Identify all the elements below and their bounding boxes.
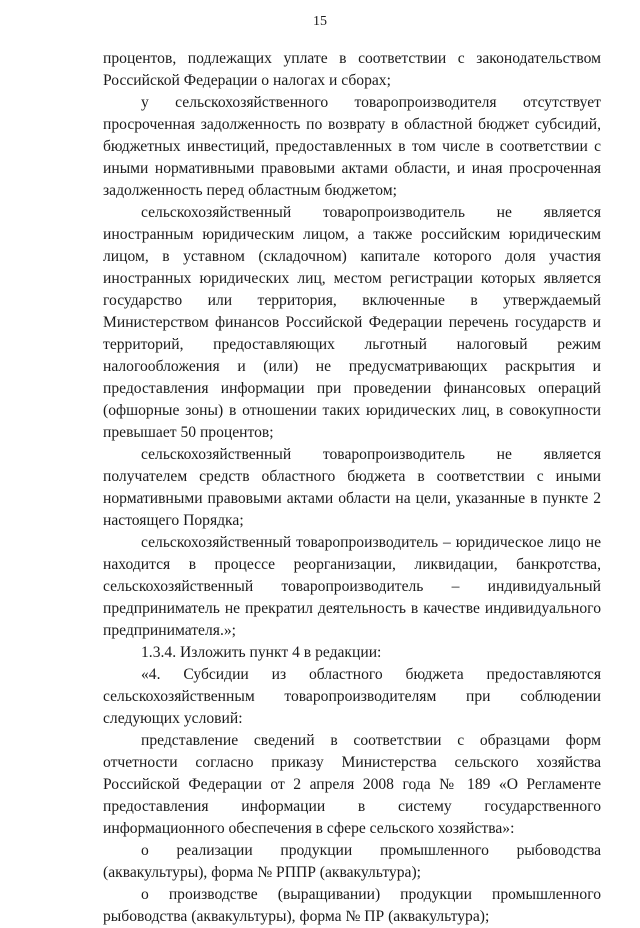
paragraph: сельскохозяйственный товаропроизводитель – юридическое лицо не находится в процессе реорганизации, ликвидации, банкротства, сельскохозяйственный товаропроизводитель – индивидуальный предприниматель не прекратил деятельность в качестве индивидуального предпринимателя.»;: [103, 534, 601, 639]
paragraph: о производстве (выращивании) продукции промышленного рыбоводства (аквакультуры), форма № ПР (аквакультура);: [103, 886, 601, 925]
paragraph: представление сведений в соответствии с образцами форм отчетности согласно приказу Министерства сельского хозяйства Российской Федерации от 2 апреля 2008 года № 189 «О Регламенте предоставления информации в систему государственного информационного обеспечения в сфере сельского хозяйства»:: [103, 732, 601, 837]
paragraph: 1.3.4. Изложить пункт 4 в редакции:: [141, 644, 382, 661]
paragraph: процентов, подлежащих уплате в соответствии с законодательством Российской Федерации о налогах и сборах;: [103, 50, 601, 89]
paragraph: о реализации продукции промышленного рыбоводства (аквакультуры), форма № РППР (аквакультура);: [103, 842, 601, 881]
paragraph: сельскохозяйственный товаропроизводитель не является иностранным юридическим лицом, а также российским юридическим лицом, в уставном (складочном) капитале которого доля участия иностранных юридических лиц, местом регистрации которых является государство или территория, включенные в утверждаемый Министерством финансов Российской Федерации перечень государств и территорий, предоставляющих льготный налоговый режим налогообложения и (или) не предусматривающих раскрытия и предоставления информации при проведении финансовых операций (офшорные зоны) в отношении таких юридических лиц, в совокупности превышает 50 процентов;: [103, 204, 601, 441]
paragraph: у сельскохозяйственного товаропроизводителя отсутствует просроченная задолженность по возврату в областной бюджет субсидий, бюджетных инвестиций, предоставленных в том числе в соответствии с иными нормативными правовыми актами области, и иная просроченная задолженность перед областным бюджетом;: [103, 94, 601, 199]
document-body: [103, 48, 601, 928]
paragraph: «4. Субсидии из областного бюджета предоставляются сельскохозяйственным товаропроизводителям при соблюдении следующих условий:: [103, 666, 601, 727]
paragraph: сельскохозяйственный товаропроизводитель не является получателем средств областного бюджета в соответствии с иными нормативными правовыми актами области на цели, указанные в пункте 2 настоящего Порядка;: [103, 446, 601, 529]
page-number: 15: [313, 14, 327, 29]
